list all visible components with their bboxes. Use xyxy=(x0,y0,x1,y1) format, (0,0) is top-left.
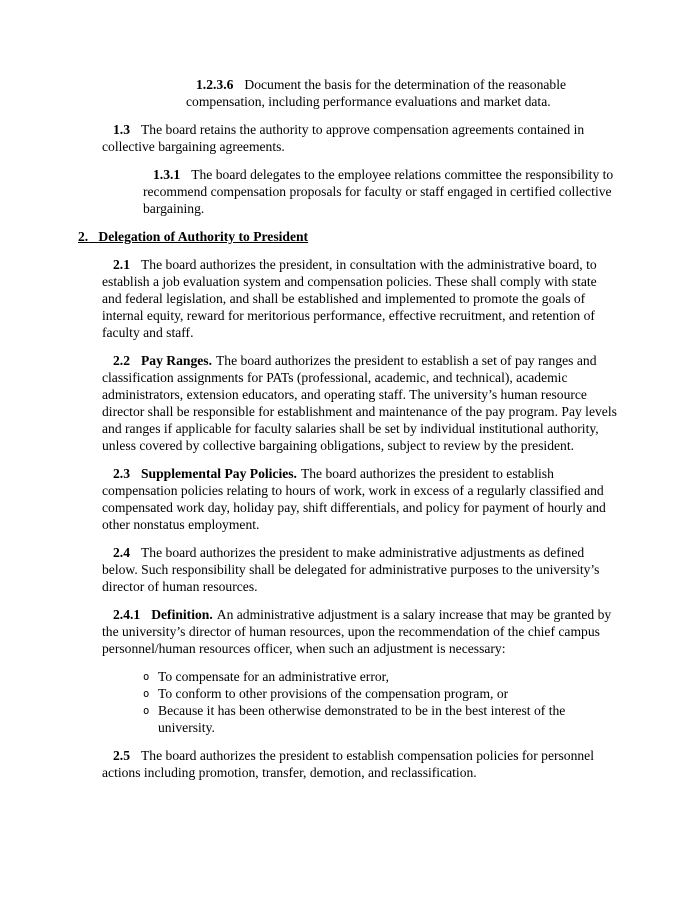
paragraph-number: 1.2.3.6 xyxy=(196,77,234,92)
list-item-text: To conform to other provisions of the compensation program, or xyxy=(158,686,509,701)
paragraph-number: 2.1 xyxy=(113,257,130,272)
paragraph-number: 1.3 xyxy=(113,122,130,137)
paragraph-text: The board retains the authority to approve compensation agreements contained in collective bargaining agreements. xyxy=(102,122,585,154)
paragraph-text: The board authorizes the president to make administrative adjustments as defined below. Such responsibility shall be delegated for administrative purposes to the university’s director of human resources. xyxy=(102,545,600,594)
paragraph-number: 2.5 xyxy=(113,748,130,763)
paragraph-text: The board authorizes the president to establish a set of pay ranges and classification assignments for PATs (professional, academic, and technical), academic administrators, extension educators, and operating staff. The university’s human resource director shall be responsible for establishment and maintenance of the pay program. Pay levels and ranges if applicable for faculty salaries shall be set by individual institutional authority, unless covered by collective bargaining obligations, subject to review by the president. xyxy=(102,353,617,453)
policy-paragraph xyxy=(102,256,617,341)
policy-paragraph xyxy=(102,465,617,533)
policy-paragraph xyxy=(102,352,617,454)
bullet-list xyxy=(142,668,610,736)
circle-bullet-icon: o xyxy=(143,705,150,717)
paragraph-text: An administrative adjustment is a salary increase that may be granted by the university’s director of human resources, upon the recommendation of the chief campus personnel/human resources officer, when such an adjustment is necessary: xyxy=(102,607,612,656)
circle-bullet-icon: o xyxy=(143,688,150,700)
paragraph-bold-lead: Pay Ranges. xyxy=(141,353,212,368)
heading-text: Delegation of Authority to President xyxy=(98,229,309,244)
paragraph-number: 2.3 xyxy=(113,466,130,481)
paragraph-number: 1.3.1 xyxy=(153,167,181,182)
list-item xyxy=(142,702,610,736)
paragraph-text: The board delegates to the employee relations committee the responsibility to recommend compensation proposals for faculty or staff engaged in certified collective bargaining. xyxy=(143,167,614,216)
policy-paragraph xyxy=(102,747,617,781)
policy-paragraph xyxy=(143,166,615,217)
paragraph-text: Document the basis for the determination of the reasonable compensation, including performance evaluations and market data. xyxy=(186,77,567,109)
policy-paragraph xyxy=(102,606,617,657)
paragraph-number: 2.4.1 xyxy=(113,607,141,622)
heading-gap xyxy=(88,229,98,244)
list-item xyxy=(142,668,610,685)
list-item xyxy=(142,685,610,702)
paragraph-text: The board authorizes the president to establish compensation policies for personnel actions including promotion, transfer, demotion, and reclassification. xyxy=(102,748,594,780)
paragraph-text: The board authorizes the president to establish compensation policies relating to hours of work, work in excess of a regularly classified and compensated work day, holiday pay, shift differentials, and policy for payment of hourly and other nonstatus employment. xyxy=(102,466,606,532)
paragraph-bold-lead: Supplemental Pay Policies. xyxy=(141,466,297,481)
policy-paragraph xyxy=(102,121,617,155)
document-content xyxy=(78,76,695,781)
policy-paragraph xyxy=(102,544,617,595)
paragraph-number: 2.2 xyxy=(113,353,130,368)
paragraph-text: The board authorizes the president, in consultation with the administrative board, to establish a job evaluation system and compensation policies. These shall comply with state and federal legislation, and shall be established and implemented to promote the goals of internal equity, reward for meritorious performance, effective recruitment, and retention of faculty and staff. xyxy=(102,257,597,340)
section-heading xyxy=(78,228,695,245)
policy-paragraph xyxy=(186,76,586,110)
list-item-text: To compensate for an administrative error, xyxy=(158,669,390,684)
paragraph-bold-lead: Definition. xyxy=(151,607,213,622)
heading-number: 2. xyxy=(78,229,89,244)
paragraph-number: 2.4 xyxy=(113,545,130,560)
list-item-text: Because it has been otherwise demonstrated to be in the best interest of the university. xyxy=(158,703,566,735)
circle-bullet-icon: o xyxy=(143,671,150,683)
